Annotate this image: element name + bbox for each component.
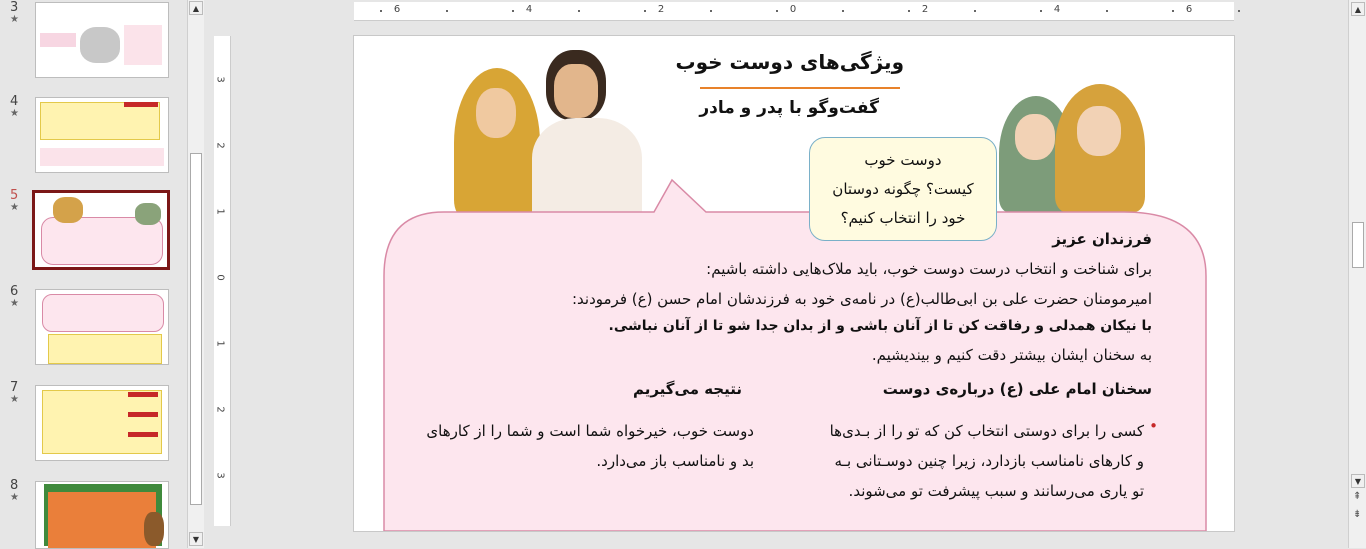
question-line: دوست خوب	[864, 151, 942, 169]
ruler-label: 6	[393, 4, 401, 15]
ruler-label: 3	[214, 472, 226, 479]
animation-star-icon: ★	[10, 14, 19, 25]
thumbnail-note	[42, 390, 162, 454]
thumbnail-image	[80, 27, 120, 63]
left-column-heading[interactable]: نتیجه می‌گیریم	[632, 380, 742, 398]
ruler-label: 2	[921, 4, 929, 15]
slide-number: 7	[10, 380, 19, 395]
scroll-down-icon[interactable]: ▼	[189, 532, 203, 546]
animation-star-icon: ★	[10, 108, 19, 119]
scroll-up-icon[interactable]: ▲	[189, 1, 203, 15]
question-line: خود را انتخاب کنیم؟	[840, 209, 966, 227]
ruler-tick	[908, 10, 910, 12]
slide-number: 4	[10, 94, 19, 109]
ruler-tick	[1172, 10, 1174, 12]
slide-thumbnail[interactable]	[35, 481, 169, 549]
slide-subtitle[interactable]: گفت‌وگو با پدر و مادر	[699, 98, 879, 118]
question-line: کیست؟ چگونه دوستان	[832, 180, 974, 198]
question-bubble[interactable]	[809, 137, 997, 241]
thumbnail-note	[40, 102, 160, 140]
right-column-heading[interactable]: سخنان امام علی (ع) درباره‌ی دوست	[882, 380, 1152, 398]
thumbnail-card	[48, 492, 156, 548]
thumbnail-image	[144, 512, 164, 546]
ruler-tick	[446, 10, 448, 12]
ruler-tick	[1040, 10, 1042, 12]
ruler-label: 0	[789, 4, 797, 15]
right-column-bullet[interactable]	[784, 416, 1158, 506]
thumbnail-image	[135, 203, 161, 225]
conclusion-line: دوست خوب، خیرخواه شما است و شما را از کارهای	[426, 422, 754, 440]
ruler-tick	[1106, 10, 1108, 12]
ruler-label: 1	[214, 340, 226, 347]
thumbnail-note	[40, 148, 164, 166]
slide-title[interactable]: ویژگی‌های دوست خوب	[675, 50, 904, 74]
bullet-line: و کارهای نامناسب بازدارد، زیرا چنین دوسـتانی بـه	[834, 452, 1144, 470]
thumbnail-bubble	[42, 294, 164, 332]
quote-text[interactable]: با نیکان همدلی و رفاقت کن تا از آنان باشی و از بدان جدا شو تا از آنان نباشی.	[608, 318, 1152, 334]
slide-thumbnail[interactable]	[35, 385, 169, 461]
vertical-ruler[interactable]	[214, 36, 231, 526]
ruler-tick	[644, 10, 646, 12]
ruler-tick	[842, 10, 844, 12]
slide-number: 6	[10, 284, 19, 299]
thumbnail-label	[124, 102, 158, 107]
ruler-tick	[512, 10, 514, 12]
slide-thumbnail[interactable]	[35, 2, 169, 78]
ruler-label: 4	[1053, 4, 1061, 15]
scrollbar-thumb[interactable]	[190, 153, 202, 505]
thumbnail-note	[48, 334, 162, 364]
conclusion-line: بد و نامناسب باز می‌دارد.	[596, 452, 754, 470]
next-slide-icon[interactable]: ⇟	[1353, 509, 1362, 520]
animation-star-icon: ★	[10, 298, 19, 309]
animation-star-icon: ★	[10, 202, 19, 213]
slide-number: 8	[10, 478, 19, 493]
thumbnail-image	[53, 197, 83, 223]
ruler-tick	[710, 10, 712, 12]
ruler-label: 2	[657, 4, 665, 15]
slide-canvas[interactable]	[353, 35, 1235, 532]
editor-scrollbar[interactable]	[1348, 0, 1366, 548]
ruler-label: 2	[214, 406, 226, 413]
thumbnail-label	[128, 412, 158, 417]
bullet-icon: •	[1149, 417, 1158, 435]
greeting-text[interactable]: فرزندان عزیز	[1052, 230, 1152, 248]
thumbnail-label	[128, 392, 158, 397]
thumbnail-label	[128, 432, 158, 437]
ruler-tick	[578, 10, 580, 12]
ruler-tick	[380, 10, 382, 12]
scroll-up-icon[interactable]: ▲	[1351, 2, 1365, 16]
ruler-label: 3	[214, 76, 226, 83]
thumbnail-note	[124, 25, 162, 65]
ruler-tick	[776, 10, 778, 12]
left-column-text[interactable]	[394, 416, 754, 476]
slide-thumbnail[interactable]	[35, 97, 169, 173]
ruler-label: 1	[214, 208, 226, 215]
body-paragraph[interactable]: به سخنان ایشان بیشتر دقت کنیم و بیندیشیم.	[871, 346, 1152, 364]
bullet-line: کسی را برای دوستی انتخاب کن که تو را از بـدی‌ها	[829, 422, 1144, 440]
previous-slide-icon[interactable]: ⇞	[1353, 491, 1362, 502]
animation-star-icon: ★	[10, 492, 19, 503]
body-paragraph[interactable]: برای شناخت و انتخاب درست دوست خوب، باید ملاک‌هایی داشته باشیم:	[706, 260, 1152, 278]
slide-thumbnail-pane	[0, 0, 186, 548]
ruler-label: 2	[214, 142, 226, 149]
horizontal-ruler[interactable]	[354, 2, 1234, 21]
scroll-down-icon[interactable]: ▼	[1351, 474, 1365, 488]
ruler-tick	[1238, 10, 1240, 12]
ruler-label: 0	[214, 274, 226, 281]
animation-star-icon: ★	[10, 394, 19, 405]
ruler-label: 4	[525, 4, 533, 15]
ruler-tick	[974, 10, 976, 12]
bullet-line: تو یاری می‌رسانند و سبب پیشرفت تو می‌شوند.	[848, 482, 1144, 500]
body-paragraph[interactable]: امیرمومنان حضرت علی بن ابی‌طالب(ع) در نامه‌ی خود به فرزندشان امام حسن (ع) فرمودند:	[571, 290, 1152, 308]
slide-thumbnail-selected[interactable]	[32, 190, 170, 270]
scrollbar-thumb[interactable]	[1352, 222, 1364, 268]
ruler-label: 6	[1185, 4, 1193, 15]
thumbnail-scrollbar[interactable]	[187, 0, 204, 548]
slide-number: 3	[10, 0, 19, 15]
slide-thumbnail[interactable]	[35, 289, 169, 365]
thumbnail-note	[40, 33, 76, 47]
slide-number: 5	[10, 188, 19, 203]
